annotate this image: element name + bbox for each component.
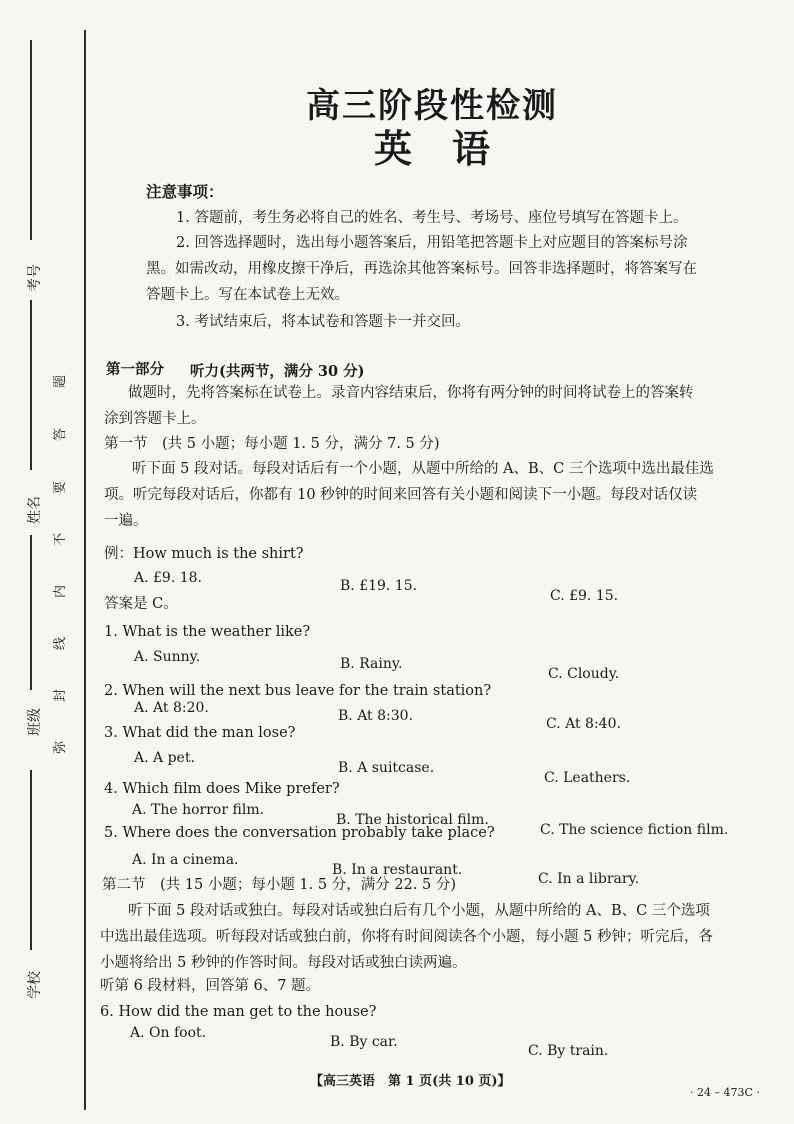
q3-option-b: B. A suitcase. bbox=[338, 760, 435, 776]
example-answer: 答案是 C。 bbox=[104, 596, 178, 612]
q4-option-b: B. The historical film. bbox=[336, 812, 489, 828]
school-label: 学校 bbox=[27, 971, 43, 999]
q4-option-a: A. The horror film. bbox=[132, 802, 265, 818]
question-4: 4. Which film does Mike prefer? bbox=[104, 781, 340, 797]
school-line bbox=[30, 770, 32, 950]
seal-char: 线 bbox=[53, 636, 69, 651]
q1-option-a: A. Sunny. bbox=[134, 649, 201, 665]
question-5: 5. Where does the conversation probably take place? bbox=[104, 825, 495, 841]
seal-char: 弥 bbox=[53, 740, 69, 755]
seal-char: 要 bbox=[53, 480, 69, 495]
q6-option-a: A. On foot. bbox=[130, 1025, 207, 1041]
part1-intro-cont: 涂到答题卡上。 bbox=[104, 411, 206, 427]
class-line bbox=[30, 535, 32, 690]
binding-line bbox=[84, 30, 86, 1110]
notice-item-2: 2. 回答选择题时，选出每小题答案后，用铅笔把答题卡上对应题目的答案标号涂 bbox=[176, 235, 688, 251]
question-2: 2. When will the next bus leave for the train station? bbox=[104, 683, 492, 699]
example-option-a: A. £9. 18. bbox=[134, 570, 202, 586]
section2-intro-cont: 中选出最佳选项。听每段对话或独白前，你将有时间阅读各个小题，每小题 5 秒钟；听完后，各 bbox=[100, 929, 713, 945]
seal-char: 不 bbox=[53, 532, 69, 547]
notice-item-2-cont: 黑。如需改动，用橡皮擦干净后，再选涂其他答案标号。回答非选择题时，将答案写在 bbox=[146, 261, 697, 277]
q2-option-a: A. At 8:20. bbox=[134, 700, 209, 716]
name-label: 姓名 bbox=[27, 496, 43, 524]
part1-heading: 听力(共两节，满分 30 分) bbox=[190, 363, 365, 380]
q5-option-a: A. In a cinema. bbox=[132, 852, 239, 868]
q3-option-a: A. A pet. bbox=[134, 750, 195, 766]
class-label: 班级 bbox=[27, 708, 43, 736]
q6-option-b: B. By car. bbox=[330, 1034, 398, 1050]
section2-material-note: 听第 6 段材料，回答第 6、7 题。 bbox=[100, 978, 321, 994]
question-1: 1. What is the weather like? bbox=[104, 624, 311, 640]
section2-heading: 第二节 (共 15 小题；每小题 1. 5 分，满分 22. 5 分) bbox=[102, 877, 456, 893]
page-title: 高三阶段性检测 bbox=[306, 86, 558, 126]
q6-option-c: C. By train. bbox=[528, 1043, 609, 1059]
q1-option-c: C. Cloudy. bbox=[548, 666, 620, 682]
notice-heading: 注意事项： bbox=[146, 182, 224, 201]
example-question: 例：How much is the shirt? bbox=[104, 546, 304, 562]
seal-char: 封 bbox=[53, 688, 69, 703]
q5-option-c: C. In a library. bbox=[538, 871, 640, 887]
name-line bbox=[30, 300, 32, 470]
q2-option-b: B. At 8:30. bbox=[338, 708, 414, 724]
q1-option-b: B. Rainy. bbox=[340, 656, 403, 672]
paper-code: · 24 – 473C · bbox=[690, 1086, 760, 1099]
q2-option-c: C. At 8:40. bbox=[546, 716, 621, 732]
section2-intro: 听下面 5 段对话或独白。每段对话或独白后有几个小题，从题中所给的 A、B、C 三个选项 bbox=[128, 903, 710, 919]
example-option-c: C. £9. 15. bbox=[550, 588, 619, 604]
part1-intro: 做题时，先将答案标在试卷上。录音内容结束后，你将有两分钟的时间将试卷上的答案转 bbox=[128, 385, 694, 401]
q4-option-c: C. The science fiction film. bbox=[540, 822, 729, 838]
seal-char: 内 bbox=[53, 584, 69, 599]
part1-label: 第一部分 bbox=[106, 361, 164, 378]
notice-item-3: 3. 考试结束后，将本试卷和答题卡一并交回。 bbox=[176, 314, 470, 330]
seal-char: 答 bbox=[53, 427, 69, 442]
section2-intro-cont: 小题将给出 5 秒钟的作答时间。每段对话或独白读两遍。 bbox=[100, 955, 467, 971]
section1-heading: 第一节 (共 5 小题；每小题 1. 5 分，满分 7. 5 分) bbox=[104, 436, 440, 452]
section1-intro-cont: 一遍。 bbox=[104, 513, 148, 529]
subject-title: 英语 bbox=[373, 126, 530, 171]
exam-no-label: 考号 bbox=[27, 264, 43, 292]
question-3: 3. What did the man lose? bbox=[104, 725, 296, 741]
notice-item-1: 1. 答题前，考生务必将自己的姓名、考生号、考场号、座位号填写在答题卡上。 bbox=[176, 210, 688, 226]
q5-option-b: B. In a restaurant. bbox=[332, 862, 463, 878]
example-option-b: B. £19. 15. bbox=[340, 578, 418, 594]
seal-char: 题 bbox=[53, 374, 69, 389]
q3-option-c: C. Leathers. bbox=[544, 770, 631, 786]
page-footer: 【高三英语 第 1 页(共 10 页)】 bbox=[310, 1074, 511, 1089]
section1-intro-cont: 项。听完每段对话后，你都有 10 秒钟的时间来回答有关小题和阅读下一小题。每段对话仅读 bbox=[104, 487, 698, 503]
section1-intro: 听下面 5 段对话。每段对话后有一个小题，从题中所给的 A、B、C 三个选项中选出最佳选 bbox=[132, 461, 714, 477]
notice-item-2-cont: 答题卡上。写在本试卷上无效。 bbox=[146, 287, 349, 303]
question-6: 6. How did the man get to the house? bbox=[100, 1004, 377, 1020]
